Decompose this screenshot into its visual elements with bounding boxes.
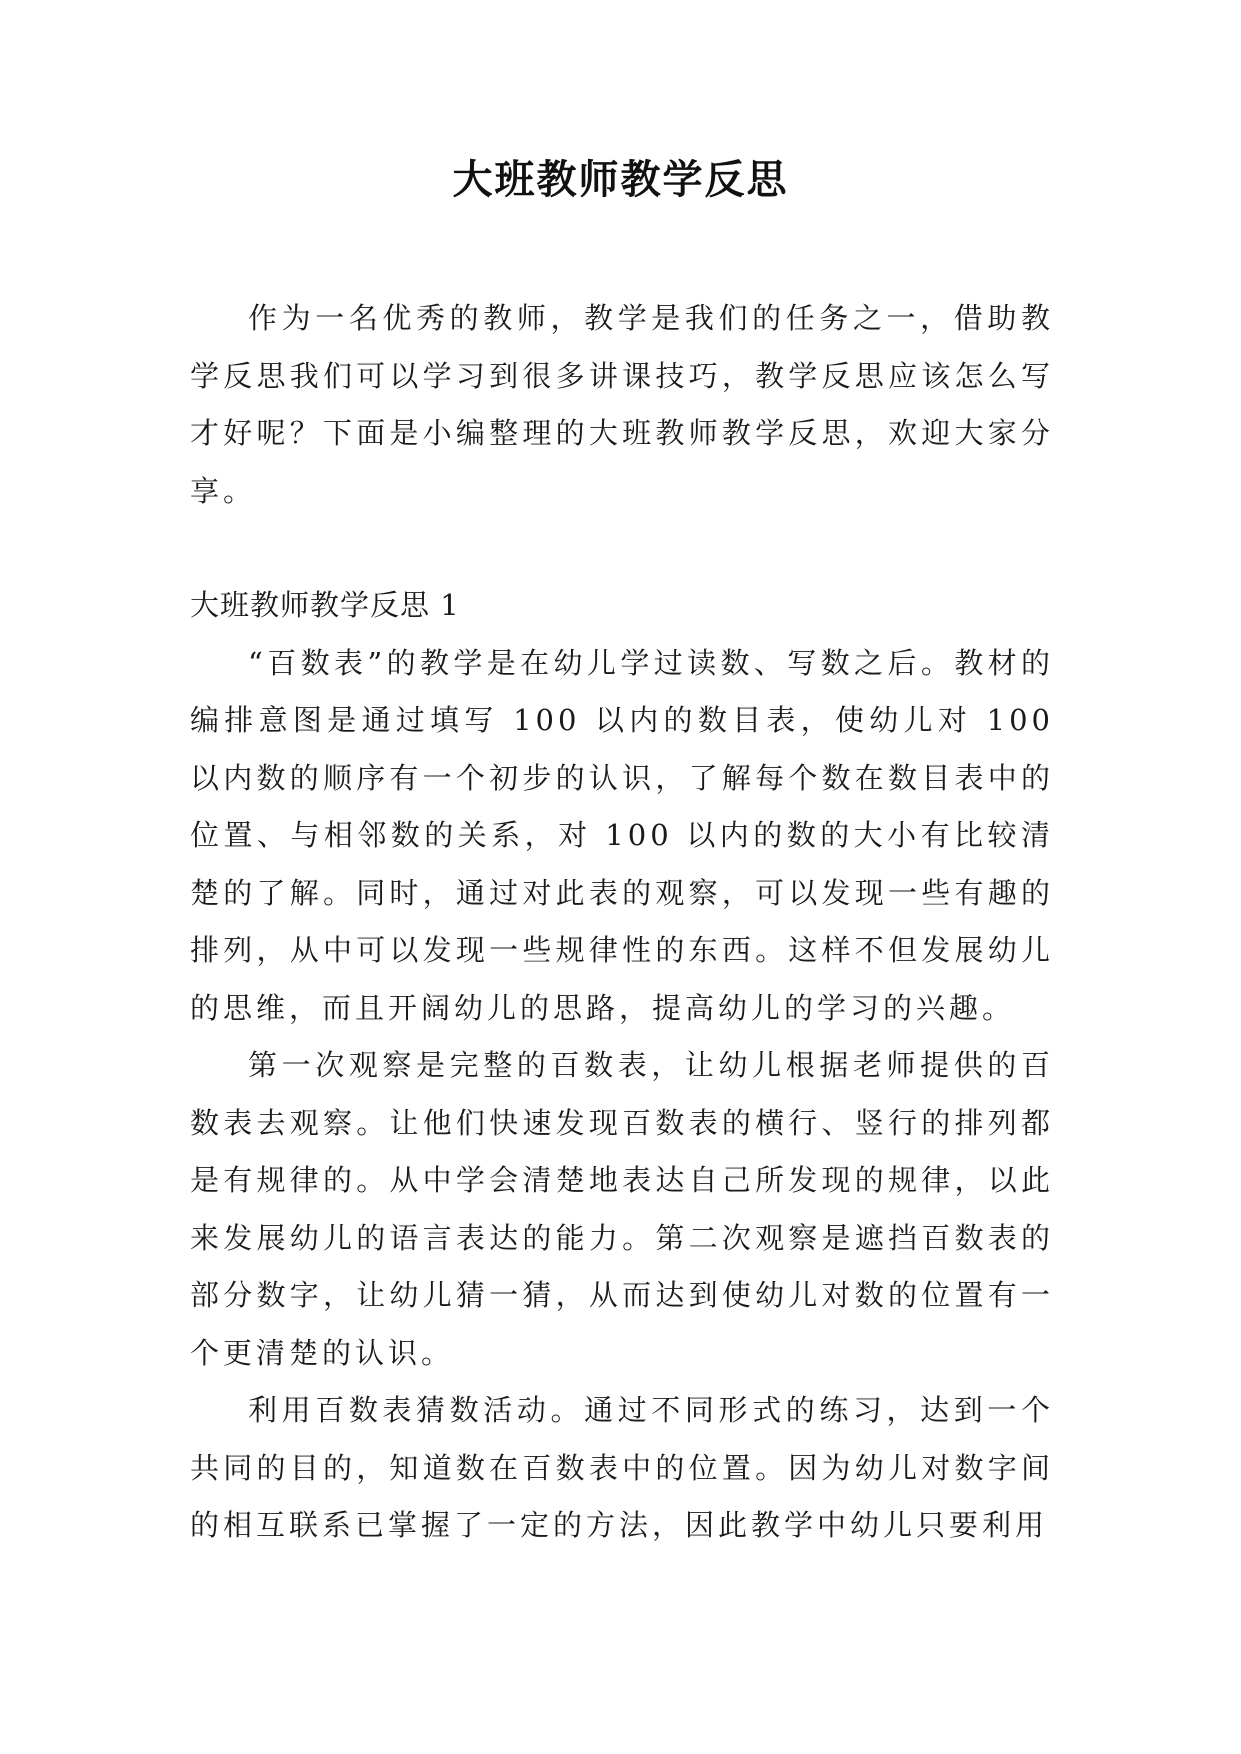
body-paragraph-1: “百数表”的教学是在幼儿学过读数、写数之后。教材的编排意图是通过填写 100 以内的数目表，使幼儿对 100 以内数的顺序有一个初步的认识，了解每个数在数目表中的位置、与相邻数的关系，对 100 以内的数的大小有比较清楚的了解。同时，通过对此表的观察，可以发现一些有趣的排列，从中可以发现一些规律性的东西。这样不但发展幼儿的思维，而且开阔幼儿的思路，提高幼儿的学习的兴趣。 (190, 645, 1054, 1025)
section-heading: 大班教师教学反思 1 (190, 588, 460, 622)
intro-paragraph: 作为一名优秀的教师，教学是我们的任务之一，借助教学反思我们可以学习到很多讲课技巧，教学反思应该怎么写才好呢？下面是小编整理的大班教师教学反思，欢迎大家分享。 (190, 301, 1054, 508)
body-paragraph-2: 第一次观察是完整的百数表，让幼儿根据老师提供的百数表去观察。让他们快速发现百数表的横行、竖行的排列都是有规律的。从中学会清楚地表达自己所发现的规律，以此来发展幼儿的语言表达的能力。第二次观察是遮挡百数表的部分数字，让幼儿猜一猜，从而达到使幼儿对数的位置有一个更清楚的认识。 (190, 1048, 1054, 1370)
document-body (190, 290, 1054, 1554)
body-paragraph-3: 利用百数表猜数活动。通过不同形式的练习，达到一个共同的目的，知道数在百数表中的位置。因为幼儿对数字间的相互联系已掌握了一定的方法，因此教学中幼儿只要利用 (190, 1393, 1054, 1542)
document-title: 大班教师教学反思 (452, 157, 789, 203)
